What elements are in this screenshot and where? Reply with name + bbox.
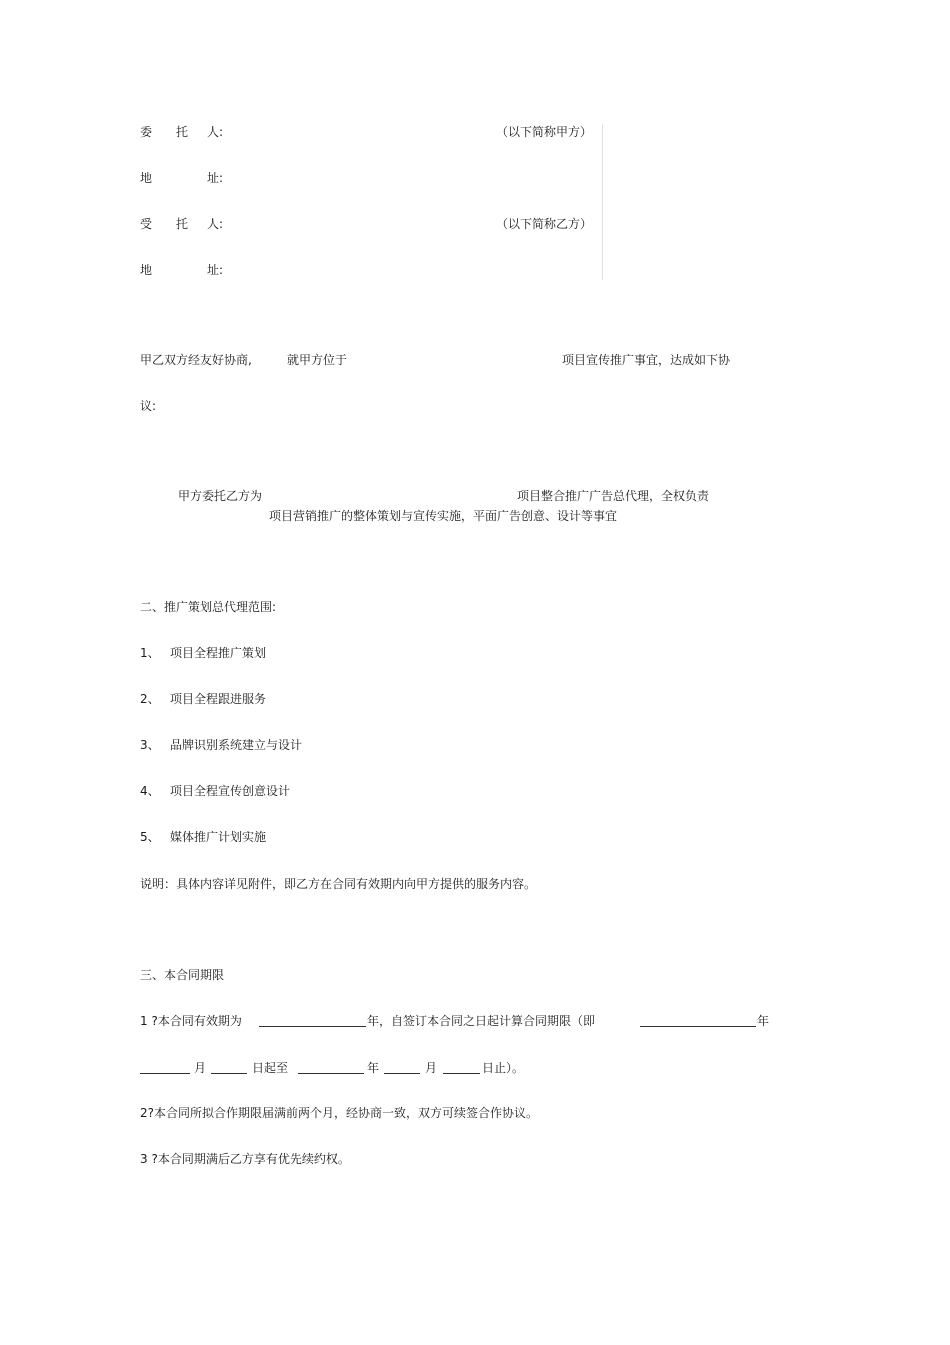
section1-text-b: 项目整合推广广告总代理，全权负责 xyxy=(517,489,710,503)
intro-text-b: 就甲方位于 xyxy=(287,353,348,367)
address-label-1-char-2: 址: xyxy=(207,171,224,185)
clause1-text-f: 年 xyxy=(367,1061,380,1075)
list-item-number: 1、 xyxy=(140,646,160,660)
address-label-1-char-1: 地 xyxy=(140,171,153,185)
client-note: （以下简称甲方） xyxy=(496,125,593,139)
list-item-text: 项目全程推广策划 xyxy=(170,646,267,660)
section2-note: 说明：具体内容详见附件，即乙方在合同有效期内向甲方提供的服务内容。 xyxy=(140,877,537,891)
intro-text-a: 甲乙双方经友好协商, xyxy=(140,353,252,367)
section1-text-c: 项目营销推广的整体策划与宣传实施，平面广告创意、设计等事宜 xyxy=(269,509,618,523)
list-item-number: 4、 xyxy=(140,784,160,798)
section1-text-a: 甲方委托乙方为 xyxy=(178,489,263,503)
blank-line-start-day xyxy=(211,1061,247,1074)
address-label-2-char-2: 址: xyxy=(207,263,224,277)
agent-label-char-1: 受 xyxy=(140,217,153,231)
list-item-text: 媒体推广计划实施 xyxy=(170,830,267,844)
agent-note: （以下简称乙方） xyxy=(496,217,593,231)
blank-line-end-year xyxy=(298,1061,364,1074)
list-item-text: 项目全程宣传创意设计 xyxy=(170,784,291,798)
list-item-text: 品牌识别系统建立与设计 xyxy=(170,738,303,752)
section2-title: 二、推广策划总代理范围: xyxy=(140,600,277,614)
list-item-number: 2、 xyxy=(140,692,160,706)
clause1-text-e: 日起至 xyxy=(252,1061,289,1075)
agent-label-char-2: 托 xyxy=(176,217,189,231)
clause1-text-d: 月 xyxy=(194,1061,207,1075)
clause1-text-c: 年 xyxy=(757,1014,770,1028)
clause1-text-h: 日止）。 xyxy=(482,1061,525,1075)
client-label-char-2: 托 xyxy=(176,125,189,139)
intro-text-end: 议: xyxy=(140,399,157,413)
clause1-text-a: 1 ?本合同有效期为 xyxy=(140,1014,242,1028)
agent-label-char-3: 人: xyxy=(207,217,224,231)
client-label-char-3: 人: xyxy=(207,125,224,139)
list-item-number: 3、 xyxy=(140,738,160,752)
blank-line-end-month xyxy=(384,1061,420,1074)
blank-line-years xyxy=(259,1014,366,1027)
clause1-text-b: 年，自签订本合同之日起计算合同期限（即 xyxy=(367,1014,596,1028)
blank-line-start-month xyxy=(140,1061,190,1074)
blank-line-end-day xyxy=(443,1061,480,1074)
list-item-text: 项目全程跟进服务 xyxy=(170,692,267,706)
address-label-2-char-1: 地 xyxy=(140,263,153,277)
clause3-text: 3 ?本合同期满后乙方享有优先续约权。 xyxy=(140,1152,350,1166)
section3-title: 三、本合同期限 xyxy=(140,968,225,982)
intro-text-c: 项目宣传推广事宜，达成如下协 xyxy=(562,353,731,367)
blank-line-start-year xyxy=(640,1014,756,1027)
list-item-number: 5、 xyxy=(140,830,160,844)
clause1-text-g: 月 xyxy=(425,1061,438,1075)
client-label-char-1: 委 xyxy=(140,125,153,139)
clause2-text: 2?本合同所拟合作期限届满前两个月，经协商一致，双方可续签合作协议。 xyxy=(140,1106,539,1120)
form-border-line xyxy=(602,124,603,280)
